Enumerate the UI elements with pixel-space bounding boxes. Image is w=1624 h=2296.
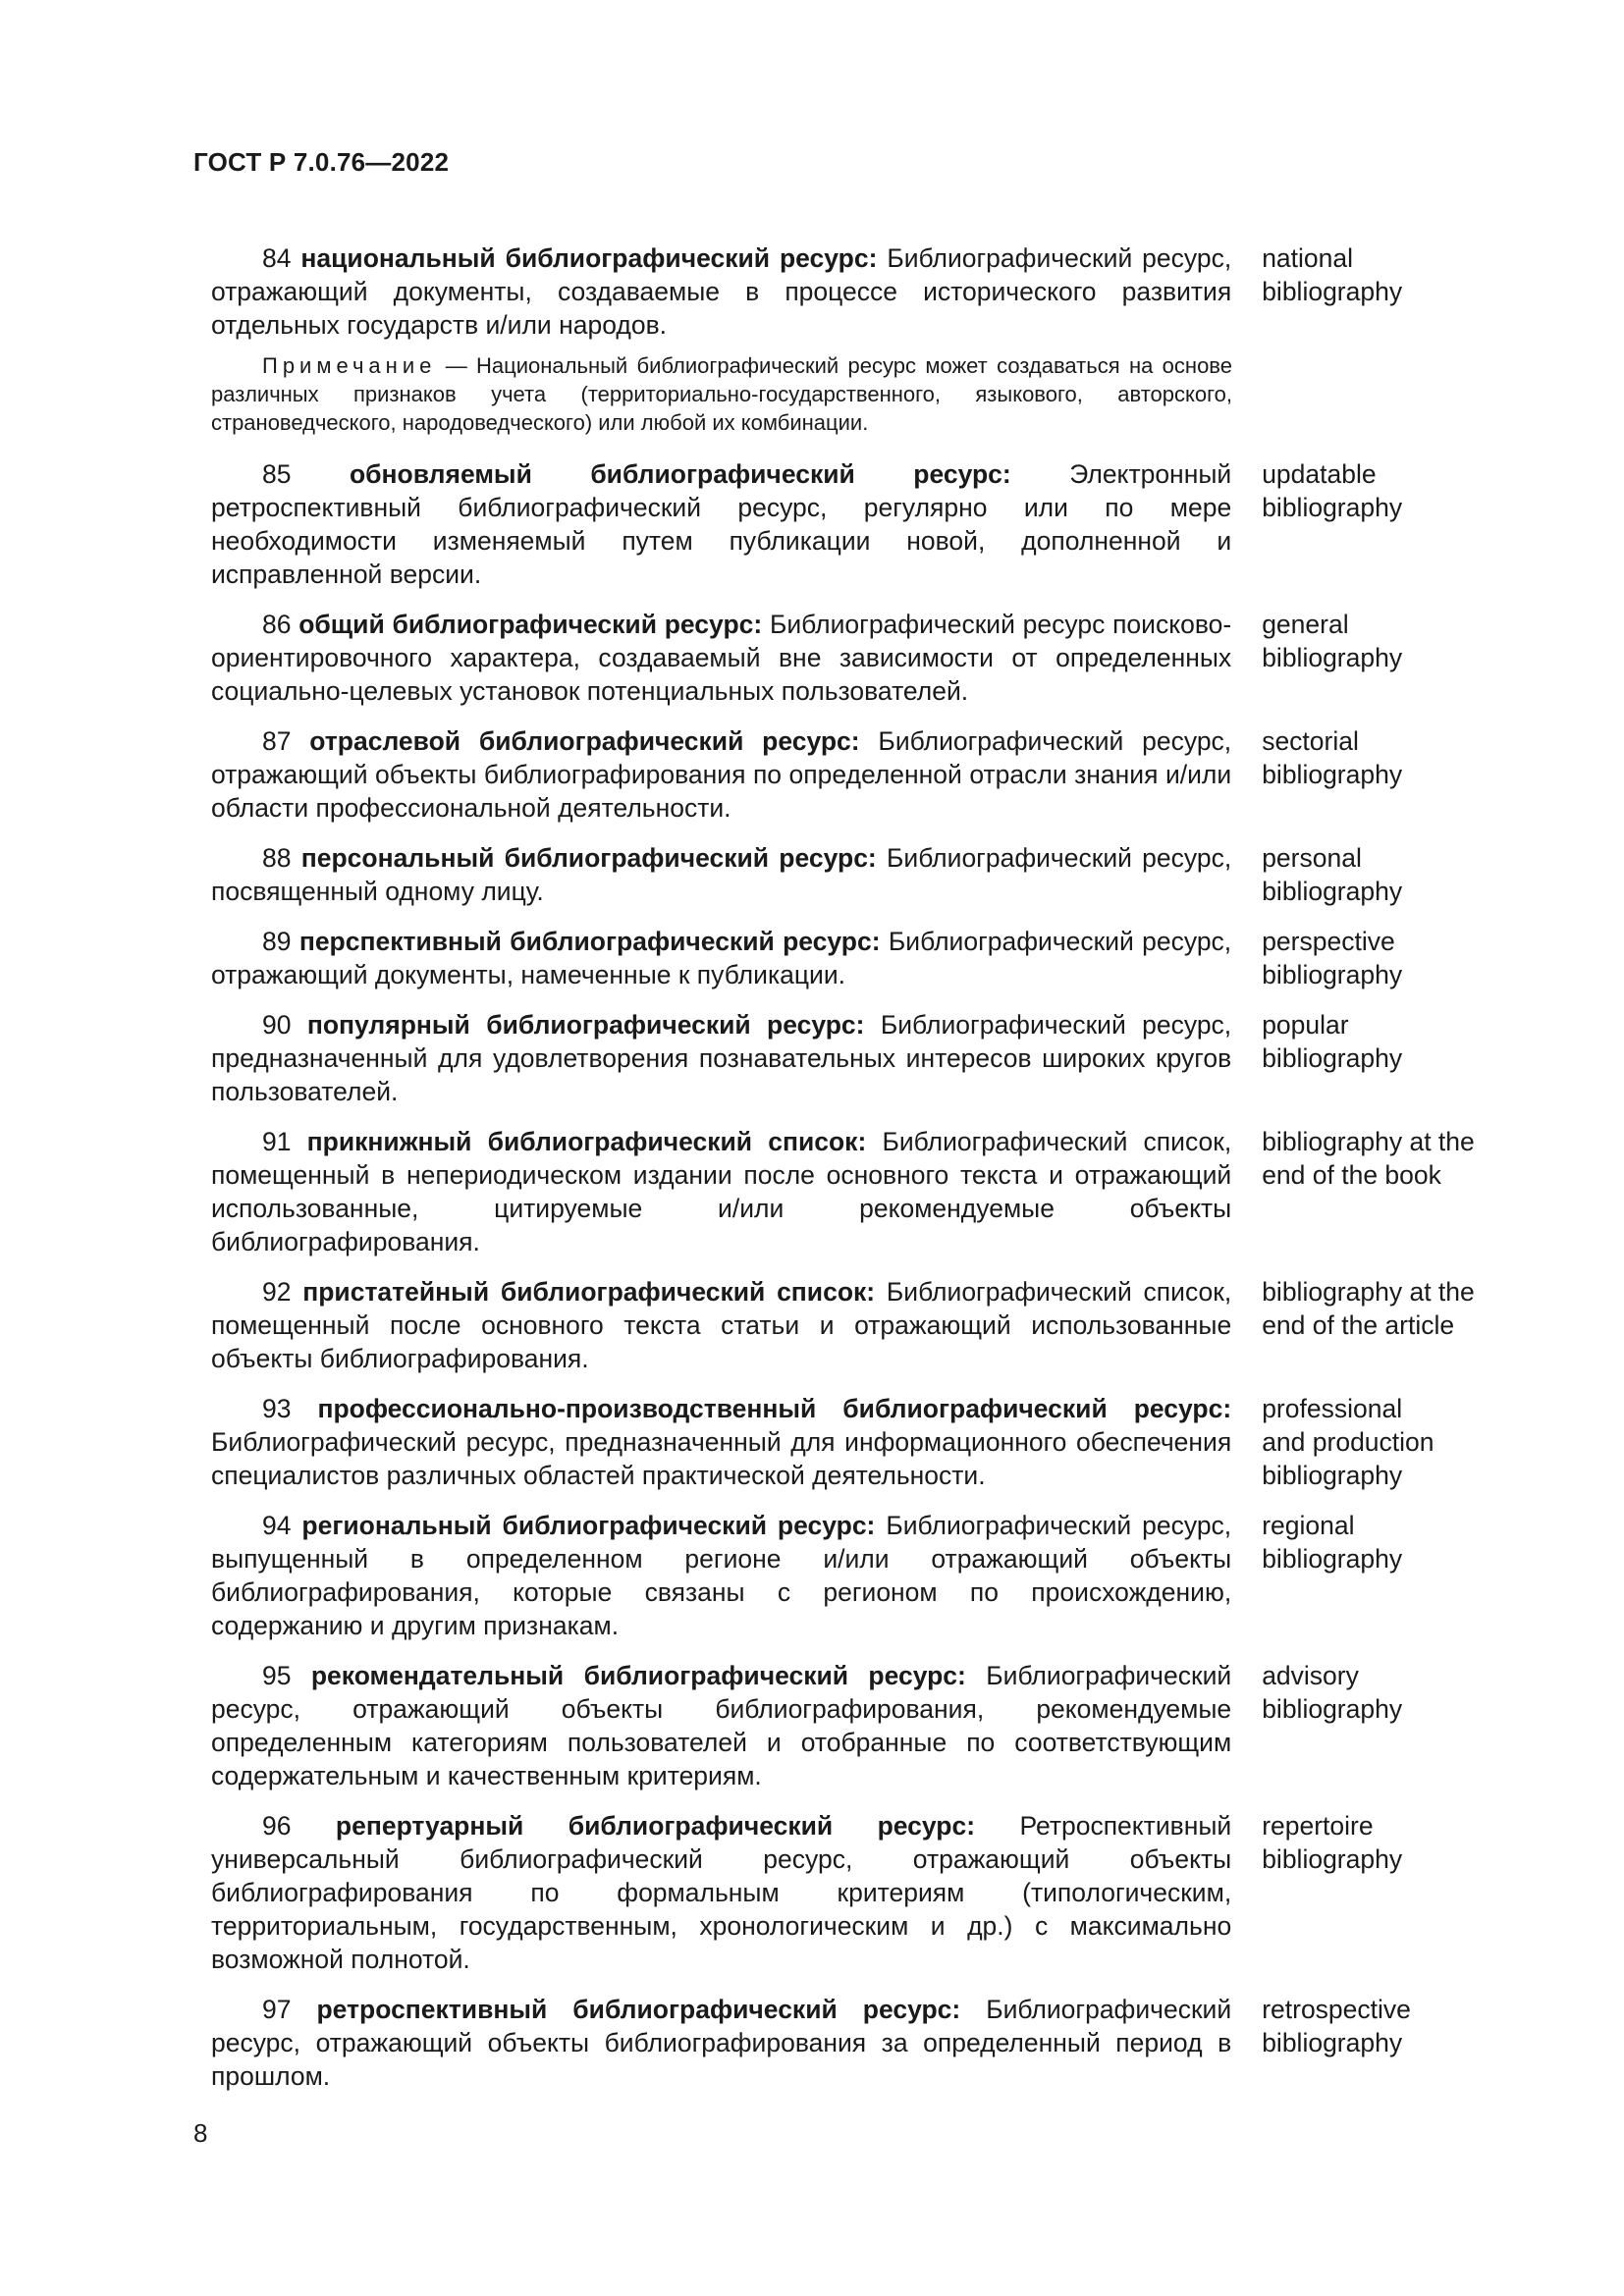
term-entry-88 [211,841,1497,908]
term-name: ретроспективный библиографический ресурс: [316,1995,961,2024]
note-label: Примечание [262,353,437,378]
term-definition [211,1809,1231,1976]
term-number: 85 [262,459,292,489]
english-equivalent: repertoire bibliography [1262,1811,1403,1874]
english-equivalent: general bibliography [1262,610,1403,672]
standard-code-header: ГОСТ Р 7.0.76—2022 [193,147,450,177]
english-equivalent: advisory bibliography [1262,1661,1403,1724]
english-equivalent: national bibliography [1262,243,1403,306]
term-name: профессионально-производственный библиографический ресурс: [317,1394,1232,1423]
term-definition-text: Библиографический список, помещенный в непериодическом издании после основного текста и отражающий использованные, цитируемые и/или рекомендуемые объекты библиографирования. [211,1127,1232,1256]
term-number: 94 [262,1511,292,1540]
page-number: 8 [193,2118,208,2148]
term-definition-text: Библиографический ресурс, предназначенный для информационного обеспечения специалистов различных областей практической деятельности. [211,1427,1232,1490]
term-definition [211,841,1231,908]
english-equivalent: perspective bibliography [1262,927,1403,989]
english-equivalent: personal bibliography [1262,843,1403,906]
note-text: — Национальный библиографический ресурс может создаваться на основе различных признаков учета (территориально-государственного, языкового, авторского, страноведческого, народоведческого) или любой их комбинации. [211,353,1232,435]
term-definition [211,457,1231,591]
term-number: 87 [262,726,292,756]
term-entry-96 [211,1809,1497,1976]
term-name: персональный библиографический ресурс: [300,843,877,873]
term-row [211,1125,1497,1258]
term-definition [211,1392,1231,1492]
term-definition-text: Библиографический ресурс поисково-ориентировочного характера, создаваемый вне зависимости от определенных социально-целевых установок потенциальных пользователей. [211,610,1232,706]
english-equivalent: professional and production bibliography [1262,1394,1435,1490]
term-entry-93 [211,1392,1497,1492]
term-number: 97 [262,1995,292,2024]
term-definition [211,1008,1231,1108]
term-row [211,1809,1497,1976]
english-equivalent: updatable bibliography [1262,459,1403,522]
term-definition [211,241,1231,342]
term-number: 95 [262,1661,292,1690]
term-name: рекомендательный библиографический ресурс: [310,1661,966,1690]
term-name: обновляемый библиографический ресурс: [349,459,1011,489]
term-number: 86 [262,610,292,639]
term-row [211,241,1497,342]
term-entry-86 [211,608,1497,708]
term-definition [211,925,1231,991]
term-row [211,457,1497,591]
term-name: общий библиографический ресурс: [298,610,763,639]
term-definition-text: Библиографический ресурс, предназначенный для удовлетворения познавательных интересов широких кругов пользователей. [211,1010,1232,1106]
term-entry-94 [211,1509,1497,1642]
term-row [211,1993,1497,2093]
term-name: популярный библиографический ресурс: [306,1010,865,1040]
term-number: 84 [262,243,292,273]
term-note [211,351,1232,437]
term-name: национальный библиографический ресурс: [300,243,878,273]
term-definition-text: Электронный ретроспективный библиографический ресурс, регулярно или по мере необходимости изменяемый путем публикации новой, дополненной и исправленной версии. [211,459,1232,589]
term-name: репертуарный библиографический ресурс: [335,1811,976,1841]
term-number: 91 [262,1127,292,1156]
term-row [211,925,1497,991]
term-number: 92 [262,1277,292,1307]
term-number: 89 [262,927,292,956]
term-entry-87 [211,724,1497,825]
term-row [211,1275,1497,1375]
term-entry-84 [211,241,1497,437]
english-equivalent: popular bibliography [1262,1010,1403,1073]
term-definition [211,608,1231,708]
term-entry-89 [211,925,1497,991]
term-number: 93 [262,1394,292,1423]
term-definition [211,1125,1231,1258]
english-equivalent: bibliography at the end of the book [1262,1127,1475,1190]
term-definition [211,1993,1231,2093]
english-equivalent: regional bibliography [1262,1511,1403,1574]
term-definition-text: Библиографический ресурс, отражающий документы, создаваемые в процессе исторического развития отдельных государств и/или народов. [211,243,1232,340]
term-definition-text: Библиографический ресурс, выпущенный в определенном регионе и/или отражающий объекты библиографирования, которые связаны с регионом по происхождению, содержанию и другим признакам. [211,1511,1232,1640]
english-equivalent: sectorial bibliography [1262,726,1403,789]
term-name: отраслевой библиографический ресурс: [309,726,860,756]
term-definition-text: Библиографический ресурс, отражающий объекты библиографирования, рекомендуемые определенным категориям пользователей и отобранные по соответствующим содержательным и качественным критериям. [211,1661,1232,1790]
term-number: 96 [262,1811,292,1841]
term-entry-90 [211,1008,1497,1108]
english-equivalent: retrospective bibliography [1262,1995,1411,2057]
term-entry-91 [211,1125,1497,1258]
term-definition-text: Библиографический список, помещенный после основного текста статьи и отражающий использованные объекты библиографирования. [211,1277,1232,1373]
term-entry-95 [211,1659,1497,1792]
term-entry-92 [211,1275,1497,1375]
term-definition [211,724,1231,825]
term-definition [211,1275,1231,1375]
term-entry-97 [211,1993,1497,2093]
term-name: прикнижный библиографический список: [306,1127,867,1156]
term-row [211,724,1497,825]
term-definition-text: Библиографический ресурс, отражающий объекты библиографирования за определенный период в прошлом. [211,1995,1232,2091]
term-row [211,1392,1497,1492]
term-definition-text: Библиографический ресурс, отражающий объекты библиографирования по определенной отрасли знания и/или области профессиональной деятельности. [211,726,1232,823]
term-definition-text: Библиографический ресурс, посвященный одному лицу. [211,843,1232,906]
term-row [211,841,1497,908]
term-definition-text: Ретроспективный универсальный библиографический ресурс, отражающий объекты библиографирования по формальным критериям (типологическим, территориальным, государственным, хронологическим и др.) с максимально возможной полнотой. [211,1811,1232,1974]
english-equivalent: bibliography at the end of the article [1262,1277,1475,1340]
term-row [211,1659,1497,1792]
term-name: перспективный библиографический ресурс: [298,927,881,956]
term-number: 88 [262,843,292,873]
term-row [211,1008,1497,1108]
term-name: региональный библиографический ресурс: [301,1511,876,1540]
term-row [211,608,1497,708]
term-definition [211,1659,1231,1792]
term-definition-text: Библиографический ресурс, отражающий документы, намеченные к публикации. [211,927,1232,989]
term-entries [211,241,1497,2093]
term-number: 90 [262,1010,292,1040]
term-row [211,1509,1497,1642]
term-entry-85 [211,457,1497,591]
term-definition [211,1509,1231,1642]
term-name: пристатейный библиографический список: [302,1277,876,1307]
